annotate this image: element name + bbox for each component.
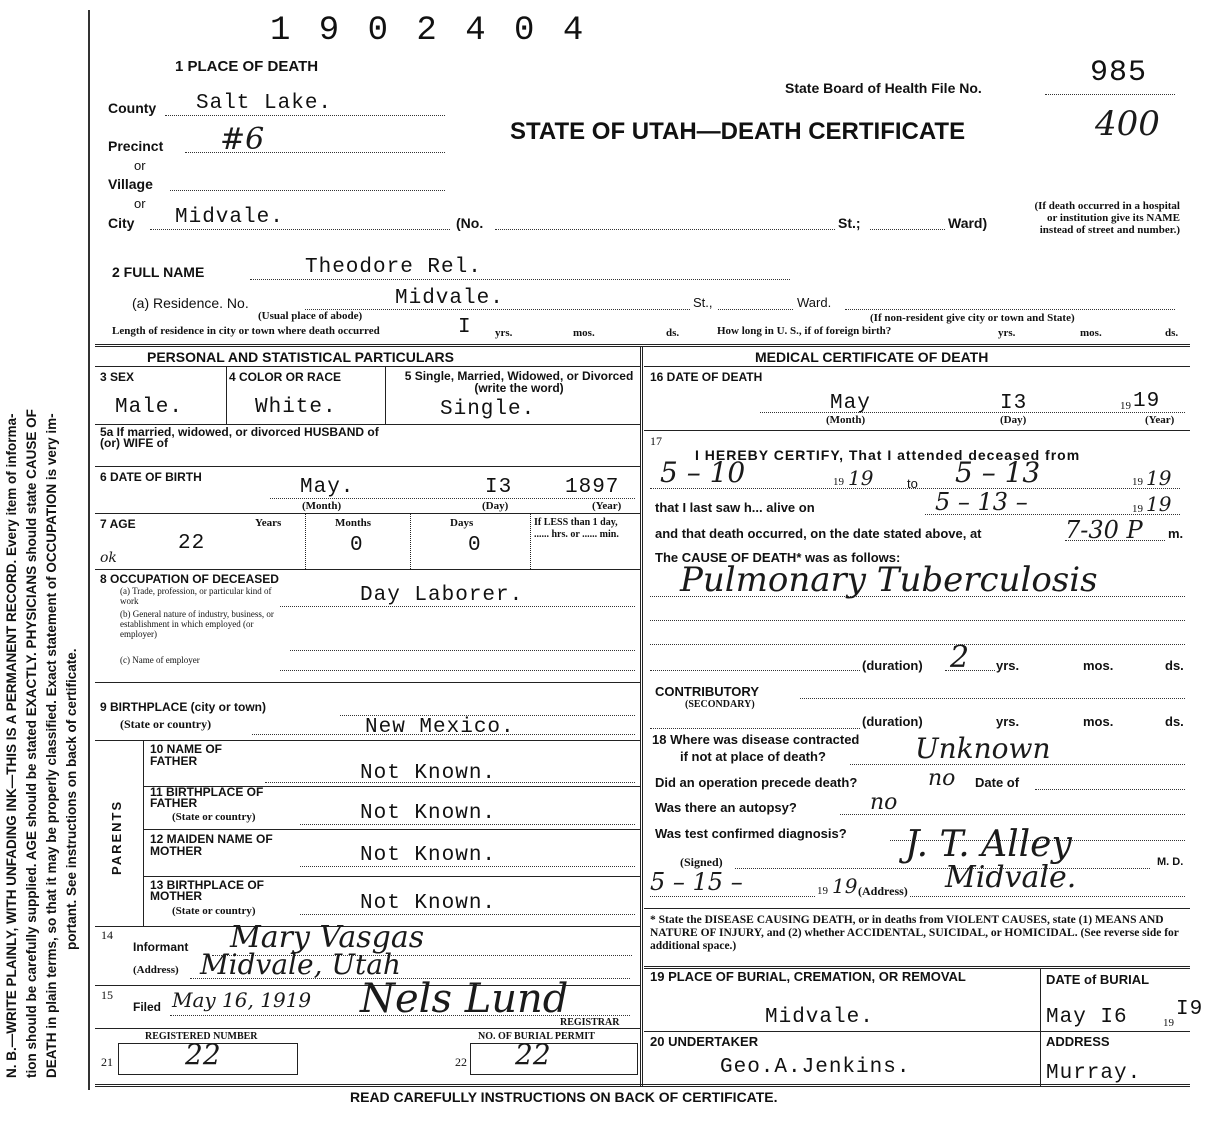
informant-address-label: (Address): [133, 964, 179, 976]
attended-to: 5 – 13: [955, 456, 1041, 489]
father-name-value: Not Known.: [360, 762, 497, 785]
personal-heading: PERSONAL AND STATISTICAL PARTICULARS: [147, 349, 454, 365]
test-confirmed-label: Was test confirmed diagnosis?: [655, 826, 847, 841]
full-name-label: 2 FULL NAME: [112, 264, 205, 280]
parents-label: PARENTS: [109, 799, 124, 875]
undertaker-label: 20 UNDERTAKER: [650, 1034, 759, 1049]
duration-label: (duration): [862, 658, 923, 673]
color-value: White.: [255, 396, 337, 419]
length-residence-value: I: [458, 316, 472, 339]
sidebar-line-3: DEATH in plain terms, so that it may be properly classified. Exact statement of OCCUPATION is very im-: [44, 413, 59, 1078]
filed-label: Filed: [133, 1000, 162, 1014]
mother-name-label: 12 MAIDEN NAME OF MOTHER: [150, 832, 273, 858]
ds-caption-1: ds.: [666, 327, 680, 339]
item-14-number: 14: [101, 928, 113, 942]
item-21-number: 21: [101, 1055, 113, 1069]
death-occurred-label: and that death occurred, on the date stated above, at: [655, 526, 982, 541]
informant-value: Mary Vasgas: [230, 920, 425, 955]
residence-ward: Ward.: [797, 295, 832, 310]
precinct-value: #6: [220, 122, 265, 157]
sex-value: Male.: [115, 396, 184, 419]
undertaker-address-label: ADDRESS: [1046, 1034, 1110, 1049]
signed-year: 19: [832, 874, 858, 898]
attended-from-year-prefix: 19: [833, 476, 844, 488]
attended-from-year: 19: [848, 466, 874, 490]
attended-to-year-prefix: 19: [1132, 476, 1143, 488]
mos-caption-1: mos.: [573, 327, 595, 339]
autopsy-value: no: [870, 790, 898, 815]
undertaker-address-value: Murray.: [1046, 1062, 1142, 1085]
dob-label: 6 DATE OF BIRTH: [100, 470, 202, 484]
cause-footnote: * State the DISEASE CAUSING DEATH, or in deaths from VIOLENT CAUSES, state (1) MEANS AND NATURE OF INJURY, and (2) whether ACCIDENTAL, SUICIDAL, or HOMICIDAL. (See reverse side for additional space.): [650, 914, 1179, 952]
yrs-caption-1: yrs.: [495, 327, 513, 339]
physician-signature: J. T. Alley: [905, 824, 1072, 865]
age-years-value: 22: [178, 532, 206, 555]
operation-value: no: [928, 766, 956, 791]
birthplace-sub: (State or country): [120, 717, 212, 731]
burial-year-prefix: 19: [1163, 1017, 1174, 1029]
burial-date-label: DATE of BURIAL: [1046, 972, 1150, 987]
attended-from: 5 – 10: [660, 456, 746, 489]
dod-year-prefix: 19: [1120, 400, 1131, 412]
father-birthplace-label: 11 BIRTHPLACE OF FATHER: [150, 785, 264, 810]
certificate-title: STATE OF UTAH—DEATH CERTIFICATE: [510, 118, 966, 145]
burial-permit-label: NO. OF BURIAL PERMIT: [478, 1031, 595, 1042]
father-birthplace-value: Not Known.: [360, 802, 497, 825]
county-value: Salt Lake.: [196, 92, 333, 115]
filed-date: May 16, 1919: [172, 988, 312, 1012]
marital-value: Single.: [440, 398, 536, 421]
full-name-value: Theodore Rel.: [305, 256, 482, 279]
informant-label: Informant: [133, 940, 189, 954]
duration-2-mos-caption: mos.: [1083, 714, 1114, 729]
date-of-death-label: 16 DATE OF DEATH: [650, 370, 763, 384]
dob-month: May.: [300, 476, 355, 499]
signed-year-prefix: 19: [817, 885, 828, 897]
registered-number-value: 22: [185, 1038, 221, 1071]
city-value: Midvale.: [175, 206, 284, 229]
physician-address: Midvale.: [945, 860, 1077, 895]
dob-day: I3: [485, 476, 513, 499]
contracted-value: Unknown: [915, 732, 1051, 765]
duration-mos-caption: mos.: [1083, 658, 1114, 673]
spouse-label: 5a If married, widowed, or divorced HUSBAND of (or) WIFE of: [100, 425, 379, 450]
or-label-2: or: [134, 196, 146, 211]
mother-birthplace-sub: (State or country): [172, 905, 256, 917]
dod-day-caption: (Day): [1000, 414, 1027, 426]
birthplace-label: 9 BIRTHPLACE (city or town): [100, 700, 267, 714]
nonresident-note: (If non-resident give city or town and State): [870, 312, 1075, 324]
column-divider: [640, 346, 643, 1086]
sidebar-line-4: portant. See instructions on back of certificate.: [64, 648, 79, 950]
serial-number: 1 9 0 2 4 0 4: [270, 12, 588, 50]
residence-label: (a) Residence. No.: [132, 295, 249, 311]
item-15-number: 15: [101, 988, 113, 1002]
occupation-a-caption: (a) Trade, profession, or particular kind of work: [120, 586, 272, 606]
residence-st: St.,: [693, 295, 713, 310]
footer-note: READ CAREFULLY INSTRUCTIONS ON BACK OF CERTIFICATE.: [350, 1089, 778, 1105]
date-of-label: Date of: [975, 775, 1020, 790]
hospital-note: (If death occurred in a hospital or institution give its NAME instead of street and number.): [1034, 200, 1180, 236]
yrs-caption-2: yrs.: [998, 327, 1016, 339]
medical-heading: MEDICAL CERTIFICATE OF DEATH: [755, 349, 989, 365]
duration-2-ds-caption: ds.: [1165, 714, 1184, 729]
contracted-label: 18 Where was disease contracted: [652, 732, 860, 747]
mos-caption-2: mos.: [1080, 327, 1102, 339]
duration-2-yrs-caption: yrs.: [996, 714, 1020, 729]
registered-number-label: REGISTERED NUMBER: [145, 1031, 258, 1042]
autopsy-label: Was there an autopsy?: [655, 800, 797, 815]
undertaker-value: Geo.A.Jenkins.: [720, 1056, 911, 1079]
dob-day-caption: (Day): [482, 500, 509, 512]
local-number: 400: [1095, 104, 1160, 144]
mother-birthplace-value: Not Known.: [360, 892, 497, 915]
item-17-number: 17: [650, 434, 662, 448]
place-of-death-label: 1 PLACE OF DEATH: [175, 58, 319, 75]
occupation-b-caption: (b) General nature of industry, business, or establishment in which employed (or employer): [120, 609, 274, 639]
sex-label: 3 SEX: [100, 370, 135, 384]
occupation-label: 8 OCCUPATION OF DECEASED: [100, 572, 279, 586]
operation-label: Did an operation precede death?: [655, 775, 858, 790]
dob-month-caption: (Month): [302, 500, 342, 512]
age-months-caption: Months: [335, 517, 372, 529]
ok-mark: ok: [100, 550, 117, 566]
father-name-label: 10 NAME OF FATHER: [150, 742, 223, 768]
dod-year: 19: [1133, 390, 1161, 413]
dod-year-caption: (Year): [1145, 414, 1175, 426]
usual-abode-caption: (Usual place of abode): [258, 310, 363, 322]
age-label: 7 AGE: [100, 517, 136, 531]
occupation-value: Day Laborer.: [360, 584, 524, 607]
physician-address-label: (Address): [858, 884, 908, 898]
item-22-number: 22: [455, 1055, 467, 1069]
father-birthplace-sub: (State or country): [172, 811, 256, 823]
dod-month-caption: (Month): [826, 414, 866, 426]
residence-value: Midvale.: [395, 287, 504, 310]
duration-yrs-caption: yrs.: [996, 658, 1020, 673]
sidebar-line-2: tion should be carefully supplied. AGE should be stated EXACTLY. PHYSICIANS should state CAUSE OF: [24, 409, 39, 1078]
burial-permit-value: 22: [515, 1038, 551, 1071]
last-saw-year-prefix: 19: [1132, 503, 1143, 515]
burial-place-label: 19 PLACE OF BURIAL, CREMATION, OR REMOVAL: [650, 969, 966, 984]
age-months-value: 0: [350, 534, 364, 557]
attended-to-year: 19: [1146, 466, 1172, 490]
cause-of-death-label: The CAUSE OF DEATH* was as follows:: [655, 550, 901, 565]
contracted-sub: if not at place of death?: [680, 749, 826, 764]
secondary-caption: (SECONDARY): [685, 699, 755, 710]
last-saw-label: that I last saw h... alive on: [655, 500, 815, 515]
to-label: to: [907, 476, 918, 491]
m-label: m.: [1168, 526, 1184, 541]
signed-label: (Signed): [680, 855, 723, 869]
informant-address-value: Midvale, Utah: [200, 948, 401, 981]
st-label: St.;: [838, 215, 861, 231]
registrar-signature: Nels Lund: [360, 976, 569, 1022]
file-no-value: 985: [1090, 56, 1148, 90]
death-time: 7-30 P: [1065, 516, 1143, 544]
occupation-c-caption: (c) Name of employer: [120, 655, 200, 665]
ds-caption-2: ds.: [1165, 327, 1179, 339]
duration-ds-caption: ds.: [1165, 658, 1184, 673]
birthplace-value: New Mexico.: [365, 716, 515, 739]
dob-year-caption: (Year): [592, 500, 622, 512]
age-years-caption: Years: [255, 517, 282, 529]
signed-date: 5 – 15 –: [650, 868, 743, 896]
less-than-day-note: If LESS than 1 day, ...... hrs. or ...... min.: [534, 517, 619, 540]
no-label: (No.: [456, 215, 484, 231]
left-margin-rule: [88, 10, 90, 1090]
dod-month: May: [830, 392, 871, 415]
ward-label: Ward): [948, 215, 988, 231]
duration-2-label: (duration): [862, 714, 923, 729]
or-label-1: or: [134, 158, 146, 173]
length-residence-label: Length of residence in city or town where death occurred: [112, 325, 380, 337]
duration-value: 2: [950, 640, 970, 675]
age-days-caption: Days: [450, 517, 474, 529]
last-saw-year: 19: [1146, 492, 1172, 516]
burial-permit-box: [470, 1043, 638, 1075]
precinct-label: Precinct: [108, 138, 164, 154]
last-saw-date: 5 – 13 –: [935, 488, 1028, 516]
sidebar-instructions: [0, 0, 92, 1145]
md-label: M. D.: [1157, 856, 1184, 868]
village-label: Village: [108, 176, 153, 192]
age-days-value: 0: [468, 534, 482, 557]
sidebar-line-1: N. B.—WRITE PLAINLY, WITH UNFADING INK—THIS IS A PERMANENT RECORD. Every item of informa-: [4, 413, 19, 1078]
burial-place-value: Midvale.: [765, 1006, 874, 1029]
dod-day: I3: [1000, 392, 1028, 415]
burial-year: I9: [1176, 998, 1204, 1021]
color-label: 4 COLOR OR RACE: [229, 370, 342, 384]
us-residence-label: How long in U. S., if of foreign birth?: [717, 325, 892, 337]
certify-label: I HEREBY CERTIFY, That I attended deceased from: [695, 447, 1081, 463]
mother-name-value: Not Known.: [360, 844, 497, 867]
contributory-label: CONTRIBUTORY: [655, 684, 759, 699]
county-label: County: [108, 100, 157, 116]
dob-year: 1897: [565, 476, 620, 499]
mother-birthplace-label: 13 BIRTHPLACE OF MOTHER: [150, 878, 265, 903]
city-label: City: [108, 215, 135, 231]
registrar-label: REGISTRAR: [560, 1017, 620, 1028]
burial-date-value: May I6: [1046, 1006, 1128, 1029]
cause-of-death-value: Pulmonary Tuberculosis: [680, 560, 1098, 600]
file-no-label: State Board of Health File No.: [785, 80, 982, 96]
marital-label: 5 Single, Married, Widowed, or Divorced (write the word): [404, 369, 634, 395]
